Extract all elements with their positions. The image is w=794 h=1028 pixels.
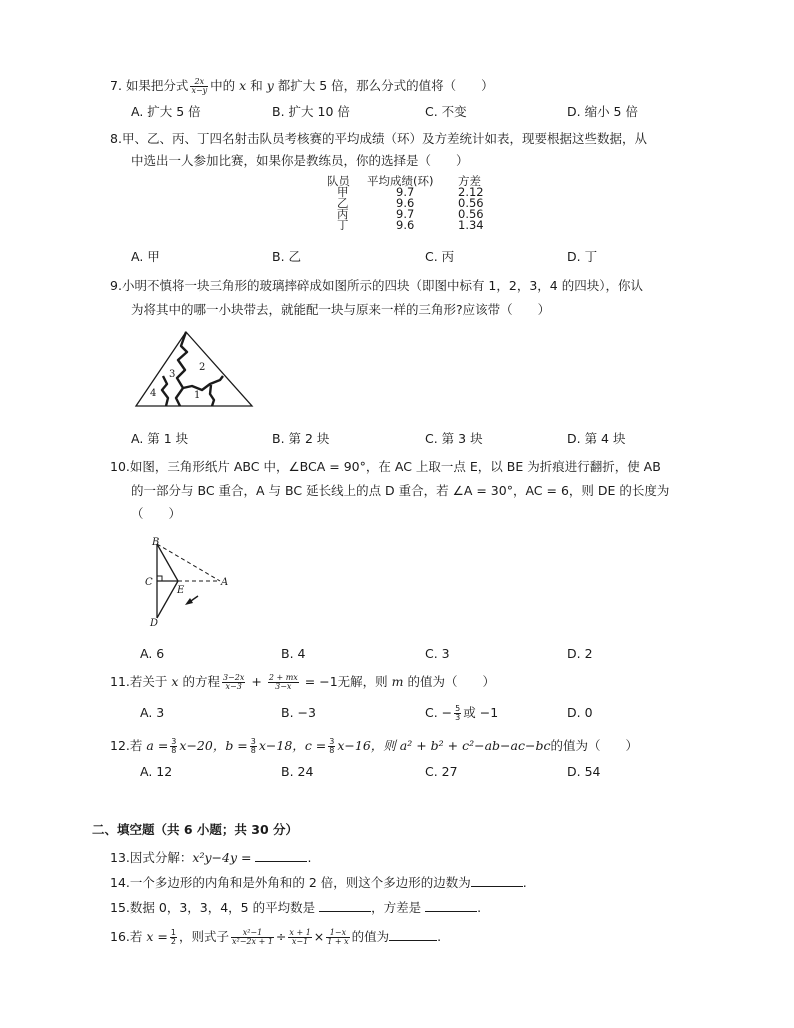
q10-stem-line1: 10.如图，三角形纸片 ABC 中，∠BCA = 90°，在 AC 上取一点 E，以 BE 为折痕进行翻折，使 AB [110,459,661,474]
q15-stem: 15.数据 0，3，3，4，5 的平均数是 ，方差是 . [110,900,482,915]
section-title: 二、填空题（共 6 小题；共 30 分） [92,822,299,837]
q8-stem-line2: 中选出一人参加比赛，如果你是教练员，你的选择是（ ） [131,153,469,168]
q9-stem-line1: 9.小明不慎将一块三角形的玻璃摔碎成如图所示的四块（即图中标有 1，2，3，4 的四块），你认 [110,278,643,293]
q7-option-d[interactable]: D. 缩小 5 倍 [567,104,638,119]
point-label-d: D [150,618,159,629]
q11-fraction-2: $\frac{2 + mx}{3-x}$ [268,673,298,691]
crack-line [183,376,223,390]
q12-option-a[interactable]: A. 12 [140,764,173,779]
piece-label: 4 [150,388,157,399]
segment-de [157,581,178,618]
piece-label: 2 [199,362,206,373]
q10-fold-figure [140,534,240,629]
q7-fraction: $\frac{2x}{x-y}$ [191,77,208,95]
q16-stem: 16.若 x = $\frac{1}{2}$ ，则式子 $\frac{\text{x²−1}}{\text{x²−2x + 1}}$ ÷ $\frac{x + 1}{x-1}$ × $\frac{1-x}{1 + x}$ 的值为 . [110,928,442,946]
q8-option-b[interactable]: B. 乙 [272,249,302,264]
answer-blank[interactable] [319,899,371,912]
q9-option-d[interactable]: D. 第 4 块 [567,431,626,446]
crack-line [162,376,168,406]
q11-stem: 11.若关于 x 的方程 $\frac{3-2x}{x-3}$ + $\frac{2 + mx}{3-x}$ = −1无解，则 m 的值为（ ） [110,673,496,691]
table-cell: 1.34 [458,218,484,232]
table-cell: 0.56 [458,196,484,210]
crack-line [176,332,187,406]
table-cell: 0.56 [458,207,484,221]
q12-coef-b: $\frac{3}{8}$ [250,737,256,755]
q8-option-c[interactable]: C. 丙 [425,249,455,264]
piece-label: 1 [194,390,201,401]
table-header: 平均成绩(环) [367,174,434,188]
fold-arrow-icon [185,598,193,605]
answer-blank[interactable] [255,849,307,862]
segment-be [157,544,178,581]
table-cell: 甲 [337,185,349,199]
table-header: 方差 [458,174,481,188]
q9-option-a[interactable]: A. 第 1 块 [131,431,189,446]
table-cell: 丙 [337,207,349,221]
q11-option-c[interactable]: C. − $\frac{5}{3}$ 或 −1 [425,704,499,722]
q9-option-c[interactable]: C. 第 3 块 [425,431,483,446]
q11-option-b[interactable]: B. −3 [281,705,316,720]
answer-blank[interactable] [389,928,437,941]
q12-option-d[interactable]: D. 54 [567,764,601,779]
q10-stem-line3: （ ） [131,506,182,521]
table-cell: 9.6 [396,218,415,232]
q16-x-fraction: $\frac{1}{2}$ [170,928,176,946]
point-label-c: C [145,577,153,588]
q8-stem-line1: 8.甲、乙、丙、丁四名射击队员考核赛的平均成绩（环）及方差统计如表，现要根据这些数据，从 [110,131,647,146]
q16-fraction-3: $\frac{1-x}{1 + x}$ [327,928,349,946]
q14-stem: 14.一个多边形的内角和是外角和的 2 倍，则这个多边形的边数为 . [110,875,527,890]
table-cell: 9.7 [396,185,415,199]
point-label-e: E [177,585,185,596]
table-cell: 2.12 [458,185,484,199]
q12-coef-a: $\frac{3}{8}$ [171,737,177,755]
q8-option-a[interactable]: A. 甲 [131,249,160,264]
q11-option-c-fraction: $\frac{5}{3}$ [455,704,461,722]
table-cell: 丁 [337,218,349,232]
q8-option-d[interactable]: D. 丁 [567,249,598,264]
piece-label: 3 [169,369,176,380]
answer-blank[interactable] [471,874,523,887]
q7-option-b[interactable]: B. 扩大 10 倍 [272,104,350,119]
table-cell: 9.7 [396,207,415,221]
table-header: 队员 [327,174,350,188]
right-angle-mark [157,576,162,581]
q10-option-d[interactable]: D. 2 [567,646,593,661]
table-cell: 9.6 [396,196,415,210]
q10-stem-line2: 的一部分与 BC 重合，A 与 BC 延长线上的点 D 重合，若 ∠A = 30°，AC = 6，则 DE 的长度为 [131,483,670,498]
q16-fraction-1: $\frac{\text{x²−1}}{\text{x²−2x + 1}}$ [232,928,273,946]
q12-coef-c: $\frac{3}{8}$ [329,737,335,755]
q12-stem: 12.若 a = $\frac{3}{8}$ x−20，b = $\frac{3}{8}$ x−18，c = $\frac{3}{8}$ x−16，则 a² + b² + c²−ab−ac−bc的值为（ ） [110,737,638,755]
q7-option-a[interactable]: A. 扩大 5 倍 [131,104,201,119]
q11-option-d[interactable]: D. 0 [567,705,593,720]
q13-stem: 13.因式分解：x²y−4y = . [110,850,312,865]
q10-option-c[interactable]: C. 3 [425,646,450,661]
q11-option-a[interactable]: A. 3 [140,705,165,720]
q9-option-b[interactable]: B. 第 2 块 [272,431,330,446]
q7-stem: 7. 如果把分式 $\frac{2x}{x-y}$ 中的 x 和 y 都扩大 5 倍，那么分式的值将（ ） [110,77,494,95]
q9-stem-line2: 为将其中的哪一小块带去，就能配一块与原来一样的三角形?应该带（ ） [131,302,551,317]
q10-option-a[interactable]: A. 6 [140,646,165,661]
q11-fraction-1: $\frac{3-2x}{x-3}$ [222,673,245,691]
q9-broken-triangle-figure [130,328,256,410]
table-cell: 乙 [337,196,349,210]
q12-option-c[interactable]: C. 27 [425,764,458,779]
point-label-a: A [221,577,229,588]
segment-ba-dashed [157,544,220,581]
point-label-b: B [152,537,160,548]
crack-line [210,385,214,406]
q12-option-b[interactable]: B. 24 [281,764,314,779]
q10-option-b[interactable]: B. 4 [281,646,306,661]
q16-fraction-2: $\frac{x + 1}{x-1}$ [289,928,311,946]
q7-option-c[interactable]: C. 不变 [425,104,467,119]
answer-blank[interactable] [425,899,477,912]
